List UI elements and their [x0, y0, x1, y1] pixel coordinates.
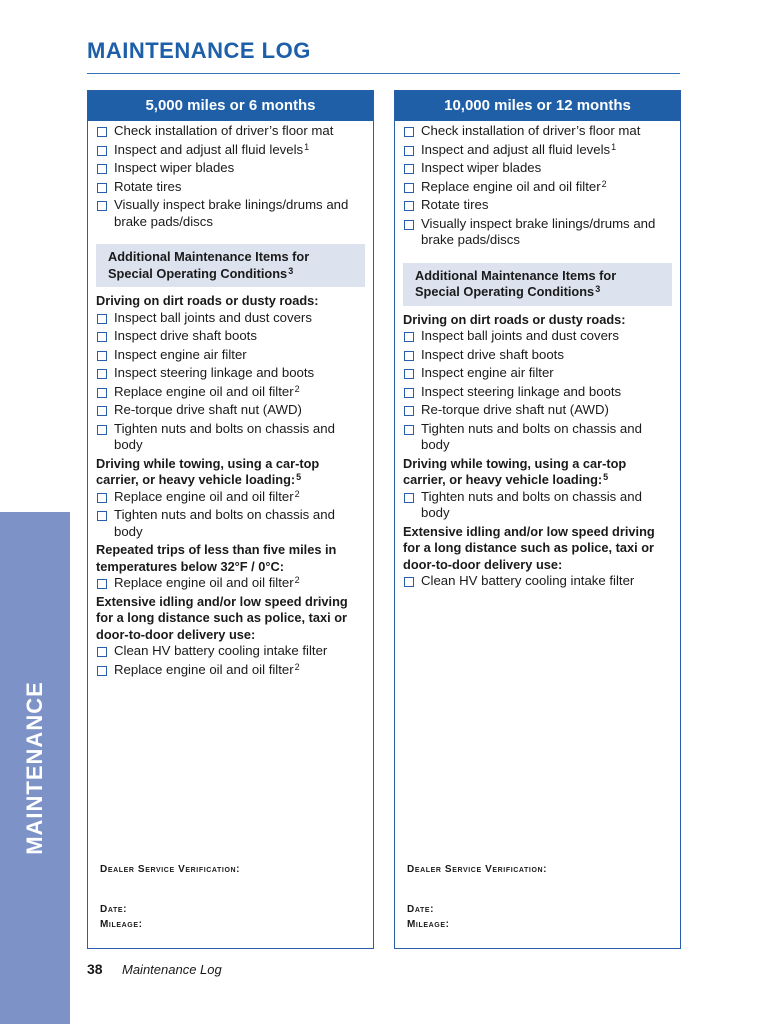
checklist-item: [403, 421, 672, 454]
checklist-item: [96, 365, 365, 382]
interval-column-5000: [87, 90, 374, 949]
condition-heading-text: Repeated trips of less than five miles in temperatures below 32°F / 0°C:: [96, 542, 337, 574]
checkbox[interactable]: [97, 332, 107, 342]
checklist-item: [403, 328, 672, 345]
checklist-item: [403, 402, 672, 419]
mileage-label: Mileage:: [100, 919, 143, 930]
special-conditions-box: [96, 244, 365, 287]
checklist-item: [96, 160, 365, 177]
footnote-ref: 2: [294, 488, 300, 499]
checklist-item-label: Inspect and adjust all fluid levels: [421, 141, 611, 157]
checkbox[interactable]: [97, 201, 107, 211]
checklist-item: [96, 310, 365, 327]
side-tab-label: MAINTENANCE: [22, 681, 47, 855]
checklist-item-label: Inspect drive shaft boots: [421, 346, 564, 362]
checklist-item-label: Replace engine oil and oil filter: [114, 575, 294, 590]
condition-heading-text: Extensive idling and/or low speed driving for a long distance such as police, taxi or door-to-door delivery use:: [403, 523, 655, 572]
checkbox[interactable]: [404, 183, 414, 193]
special-conditions-title: Additional Maintenance Items for Special Operating Conditions: [108, 249, 310, 281]
checklist-item-label: Inspect wiper blades: [114, 160, 235, 175]
checkbox[interactable]: [97, 164, 107, 174]
checklist-item-label: Inspect ball joints and dust covers: [114, 309, 312, 325]
checklist-item-label: Clean HV battery cooling intake filter: [421, 573, 635, 588]
checklist-item-label: Tighten nuts and bolts on chassis and body: [114, 507, 335, 539]
checklist-item-label: Inspect engine air filter: [421, 365, 554, 380]
footer-title: Maintenance Log: [122, 962, 222, 977]
checklist-item: [403, 489, 672, 522]
checkbox[interactable]: [404, 406, 414, 416]
checklist-item: [96, 643, 365, 660]
dealer-verification-label: Dealer Service Verification:: [100, 864, 241, 875]
checklist-item-label: Inspect and adjust all fluid levels: [114, 141, 304, 157]
footnote-ref: 5: [296, 472, 302, 482]
checklist-item: [96, 507, 365, 540]
checklist-item: [403, 160, 672, 177]
checkbox[interactable]: [404, 388, 414, 398]
checklist-item: [403, 573, 672, 590]
checklist-item: [403, 179, 672, 196]
dealer-verification-label: Dealer Service Verification:: [407, 864, 548, 875]
checkbox[interactable]: [404, 493, 414, 503]
checkbox[interactable]: [97, 183, 107, 193]
footnote-ref: 1: [611, 141, 617, 152]
checklist-item-label: Inspect engine air filter: [114, 346, 247, 362]
checkbox[interactable]: [404, 577, 414, 587]
condition-heading-text: Extensive idling and/or low speed driving for a long distance such as police, taxi or door-to-door delivery use:: [96, 593, 348, 642]
checklist-item-label: Tighten nuts and bolts on chassis and body: [114, 420, 335, 452]
checklist-item: [403, 197, 672, 214]
footnote-ref: 2: [601, 178, 607, 189]
condition-heading: [403, 524, 672, 574]
checklist-item-label: Inspect ball joints and dust covers: [421, 328, 619, 343]
checkbox[interactable]: [97, 647, 107, 657]
page-title: MAINTENANCE LOG: [87, 38, 311, 63]
checkbox[interactable]: [404, 369, 414, 379]
checklist-item: [403, 384, 672, 401]
checkbox[interactable]: [97, 511, 107, 521]
checkbox[interactable]: [404, 164, 414, 174]
checklist-item-label: Inspect drive shaft boots: [114, 328, 257, 343]
condition-heading-text: Driving on dirt roads or dusty roads:: [403, 311, 626, 327]
condition-heading: [96, 594, 365, 644]
checkbox[interactable]: [97, 425, 107, 435]
date-label: Date:: [407, 904, 435, 915]
checkbox[interactable]: [404, 127, 414, 137]
checklist-item-label: Replace engine oil and oil filter: [114, 661, 294, 677]
checklist-item-label: Replace engine oil and oil filter: [421, 178, 601, 194]
condition-heading-text: Driving while towing, using a car-top carrier, or heavy vehicle loading:: [96, 455, 320, 487]
checklist-item-label: Clean HV battery cooling intake filter: [114, 643, 328, 658]
footnote-ref: 1: [304, 141, 310, 152]
checklist-item-label: Rotate tires: [114, 178, 182, 194]
checklist-item-label: Visually inspect brake linings/drums and brake pads/discs: [114, 197, 349, 229]
date-label: Date:: [100, 904, 128, 915]
condition-sections: [403, 312, 672, 590]
special-conditions-box: [403, 263, 672, 306]
checklist-item: [96, 328, 365, 345]
checklist-item: [96, 575, 365, 592]
checklist-item-label: Rotate tires: [421, 197, 489, 212]
checklist-item-label: Check installation of driver’s floor mat: [114, 123, 334, 138]
checklist-item-label: Check installation of driver’s floor mat: [421, 123, 641, 138]
checklist-item-label: Inspect wiper blades: [421, 160, 542, 175]
checkbox[interactable]: [404, 220, 414, 230]
checkbox[interactable]: [97, 579, 107, 589]
checklist-item-label: Re-torque drive shaft nut (AWD): [114, 402, 302, 417]
checkbox[interactable]: [97, 493, 107, 503]
checkbox[interactable]: [404, 351, 414, 361]
checklist-item: [96, 179, 365, 196]
condition-heading: [96, 456, 365, 489]
checkbox[interactable]: [97, 127, 107, 137]
condition-heading: [96, 542, 365, 575]
condition-heading: [403, 312, 672, 329]
checklist: [96, 123, 365, 230]
checkbox[interactable]: [97, 666, 107, 676]
checklist-item-label: Tighten nuts and bolts on chassis and body: [421, 488, 642, 520]
footnote-ref: 5: [603, 472, 609, 482]
checklist-item: [96, 197, 365, 230]
condition-heading-text: Driving on dirt roads or dusty roads:: [96, 293, 319, 308]
footnote-ref: 2: [294, 575, 300, 585]
title-divider: [87, 73, 680, 74]
checkbox[interactable]: [97, 388, 107, 398]
column-body: [88, 121, 373, 678]
checklist-item-label: Tighten nuts and bolts on chassis and body: [421, 420, 642, 452]
checklist-item: [403, 123, 672, 140]
checklist-item: [96, 384, 365, 401]
page-number: 38: [87, 961, 103, 977]
footnote-ref: 2: [294, 661, 300, 672]
checkbox[interactable]: [404, 201, 414, 211]
checklist-item: [96, 142, 365, 159]
checkbox[interactable]: [404, 332, 414, 342]
checklist-item: [403, 216, 672, 249]
column-body: [395, 121, 680, 590]
checkbox[interactable]: [97, 351, 107, 361]
checklist-item: [96, 662, 365, 679]
footnote-ref: 3: [288, 265, 294, 276]
checklist-item-label: Replace engine oil and oil filter: [114, 488, 294, 504]
condition-sections: [96, 293, 365, 678]
footnote-ref: 3: [595, 284, 601, 294]
checkbox[interactable]: [97, 369, 107, 379]
checkbox[interactable]: [97, 314, 107, 324]
checklist-item: [403, 347, 672, 364]
checklist-item: [96, 402, 365, 419]
mileage-label: Mileage:: [407, 919, 450, 930]
checkbox[interactable]: [97, 406, 107, 416]
checklist-item-label: Re-torque drive shaft nut (AWD): [421, 402, 609, 417]
checklist-item: [403, 365, 672, 382]
condition-heading-text: Driving while towing, using a car-top carrier, or heavy vehicle loading:: [403, 455, 627, 487]
checklist-item: [403, 142, 672, 159]
column-header: 5,000 miles or 6 months: [88, 91, 373, 121]
checkbox[interactable]: [97, 146, 107, 156]
column-header: 10,000 miles or 12 months: [395, 91, 680, 121]
checklist-item: [96, 421, 365, 454]
checklist-item-label: Inspect steering linkage and boots: [114, 365, 315, 380]
checklist-item-label: Replace engine oil and oil filter: [114, 383, 294, 399]
checklist-item-label: Visually inspect brake linings/drums and brake pads/discs: [421, 215, 656, 247]
checklist-item: [96, 489, 365, 506]
checklist: [403, 123, 672, 249]
footnote-ref: 2: [294, 383, 300, 394]
checkbox[interactable]: [404, 146, 414, 156]
checklist-item: [96, 123, 365, 140]
special-conditions-title: Additional Maintenance Items for Special Operating Conditions: [415, 267, 617, 299]
interval-column-10000: [394, 90, 681, 949]
checkbox[interactable]: [404, 425, 414, 435]
checklist-item: [96, 347, 365, 364]
condition-heading: [96, 293, 365, 310]
checklist-item-label: Inspect steering linkage and boots: [421, 383, 622, 399]
condition-heading: [403, 456, 672, 489]
